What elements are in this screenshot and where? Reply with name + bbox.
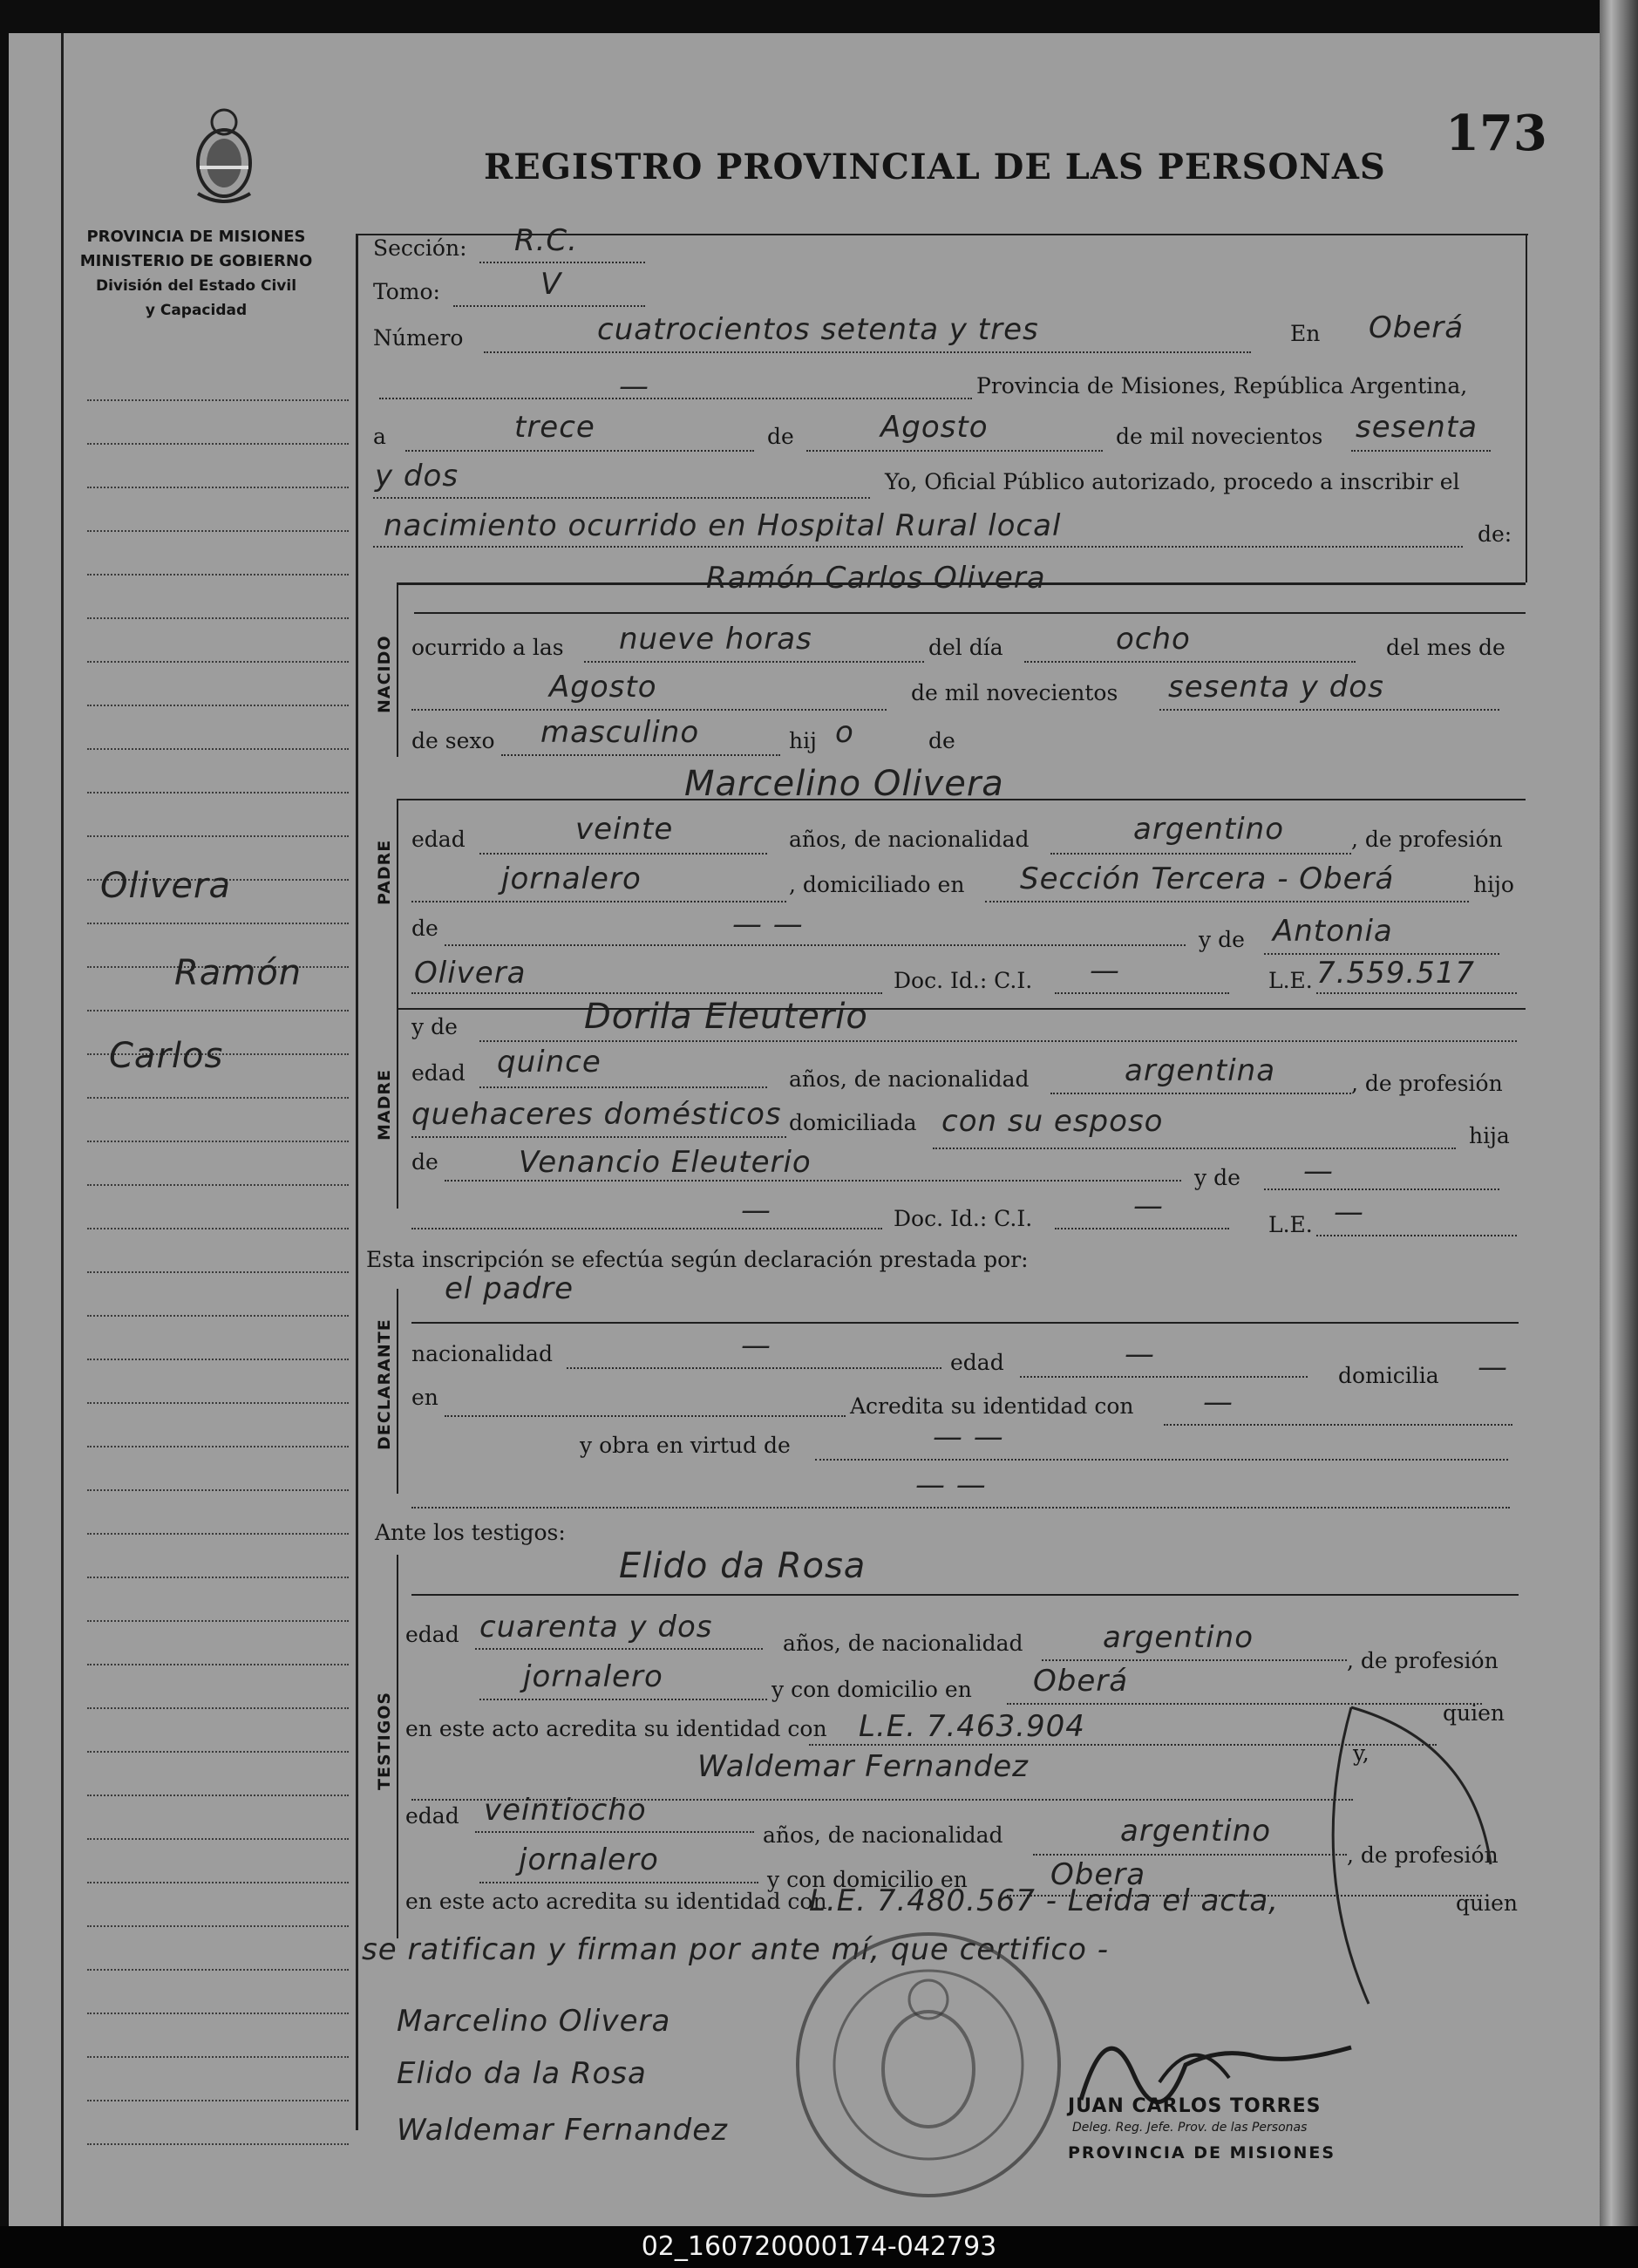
official-province: PROVINCIA DE MISIONES [1068,2143,1336,2162]
t1-prof-value: jornalero [523,1659,663,1694]
madre-ci-value: — [1133,1188,1164,1223]
padre-y-de-value: Antonia [1273,914,1393,949]
declaracion-label: Esta inscripción se efectúa según declaración prestada por: [366,1247,1029,1272]
margin-surname: Olivera [100,866,231,906]
t1-edad-line [475,1648,763,1650]
madre-dom-line [933,1148,1456,1149]
t1-doc-value: L.E. 7.463.904 [859,1709,1085,1744]
padre-le-value: 7.559.517 [1316,956,1476,991]
t2-acredita-label: en este acto acredita su identidad con [405,1889,827,1914]
nacido-side-rule [397,582,398,757]
padre-doc-label: Doc. Id.: C.I. [894,968,1033,993]
madre-nac-line [1050,1093,1351,1094]
register-page [9,33,1600,2226]
anio-nac-line [1159,709,1499,711]
t1-nombre-rule [411,1594,1519,1596]
line-blank [379,398,972,399]
sexo-line [501,754,780,756]
t2-edad-line [475,1831,754,1833]
page-number: 173 [1445,105,1547,162]
madre-prof-value: quehaceres domésticos [411,1097,782,1132]
provincia-line: Provincia de Misiones, República Argentina, [976,373,1468,398]
blank-dash: — [619,369,649,404]
t2-nac-value: argentino [1120,1814,1271,1849]
sexo-value: masculino [540,715,700,750]
province-heading: PROVINCIA DE MISIONES [86,228,306,246]
t1-nac-label: años, de nacionalidad [783,1631,1023,1656]
margin-first-name: Ramón [174,953,302,993]
margin-middle-name: Carlos [109,1036,224,1076]
padre-ci-value: — [1090,953,1120,988]
seccion-line [479,262,645,263]
padre-de-line [445,944,1186,946]
padre-dom-value: Sección Tercera - Oberá [1020,862,1395,896]
declarante-side-rule [397,1289,398,1494]
madre-y-de-label: y de [411,1014,458,1039]
de-2-label: de [928,728,955,753]
signature-3: Waldemar Fernandez [397,2113,729,2148]
t1-acredita-label: en este acto acredita su identidad con [405,1716,827,1741]
madre-prof-line [411,1136,786,1138]
decl-acredita-line [1164,1424,1512,1426]
padre-y-de-line [1264,953,1499,955]
del-dia-label: del día [928,635,1003,660]
decl-edad-value: — [1125,1337,1155,1372]
padre-side-label: PADRE [375,839,394,905]
de-mil-label: de mil novecientos [1116,424,1323,449]
coat-of-arms-icon [187,98,262,211]
tomo-label: Tomo: [373,279,440,304]
yo-oficial: Yo, Oficial Público autorizado, procedo a inscribir el [885,469,1460,494]
padre-edad-value: veinte [575,812,674,847]
seccion-label: Sección: [373,235,467,261]
a-label: a [373,424,386,449]
madre-ci-line [1055,1228,1229,1229]
division-heading-2: y Capacidad [145,302,248,319]
padre-de-label: de [411,916,438,941]
t1-dom-value: Oberá [1033,1664,1129,1699]
t1-quien-label: quien [1443,1700,1505,1726]
padre-y-de-label: y de [1199,927,1245,952]
dia-nac-value: ocho [1116,622,1191,657]
padre-nac-value: argentino [1133,812,1284,847]
madre-le-line [1316,1235,1517,1236]
padre-prof-value: jornalero [501,862,642,896]
decl-en-label: en [411,1385,438,1410]
t2-edad-value: veintiocho [484,1793,647,1828]
t2-prof-label: , de profesión [1347,1842,1499,1868]
decl-extra-line [411,1507,1510,1509]
madre-de-line [445,1180,1181,1182]
ink-flourish-icon [1299,1690,1526,2021]
numero-value: cuatrocientos setenta y tres [597,312,1039,347]
t2-dom-label: y con domicilio en [767,1867,968,1892]
nombre-value: Ramón Carlos Olivera [706,561,1046,596]
anio2-line [373,497,870,499]
padre-apellido-value: Olivera [414,956,527,991]
anio-line [1351,450,1491,452]
testigos-side-rule [397,1555,398,1938]
decl-nac-line [567,1367,941,1369]
nombre-rule [414,612,1526,614]
t1-edad-value: cuarenta y dos [479,1610,713,1645]
decl-dom-label: domicilia [1338,1363,1439,1388]
tomo-line [453,305,645,307]
official-seal-icon [785,1925,1072,2204]
decl-acredita-label: Acredita su identidad con [850,1393,1134,1419]
t2-prof-line [479,1882,758,1883]
left-header [61,225,331,323]
padre-le-line [1316,992,1517,994]
madre-nombre-value: Dorila Eleuterio [584,997,868,1037]
ocurrido-label: ocurrido a las [411,635,564,660]
numero-line [484,351,1251,353]
mes-value: Agosto [880,410,989,445]
declarante-side-label: DECLARANTE [375,1318,394,1450]
padre-edad-line [479,853,767,855]
declarante-rule [411,1322,1519,1324]
decl-extra-value: — — [915,1468,987,1502]
t2-quien-label: quien [1456,1890,1518,1916]
madre-le-label: L.E. [1268,1212,1313,1237]
form-right-border [1526,234,1527,582]
anio-nac-value: sesenta y dos [1168,670,1384,705]
t2-doc-value: L.E. 7.480.567 - Leida el acta, [809,1883,1279,1918]
madre-y-de-value: — [1303,1154,1334,1188]
horas-value: nueve horas [619,622,812,657]
padre-le-label: L.E. [1268,968,1313,993]
anio-value-1: sesenta [1356,410,1478,445]
madre-dom-label: domiciliada [789,1110,917,1135]
margin-left-rule [61,33,64,2226]
t1-nac-line [1042,1659,1347,1661]
de-mil-2-label: de mil novecientos [911,680,1118,705]
dia-line [405,450,754,452]
madre-nombre-line [479,1040,1517,1042]
signature-1: Marcelino Olivera [397,2004,671,2039]
t2-dom-value: Obera [1050,1857,1146,1892]
madre-hija-label: hija [1469,1123,1510,1148]
official-role: Deleg. Reg. Jefe. Prov. de las Personas [1072,2121,1308,2135]
padre-hijo-label: hijo [1473,872,1514,897]
ministry-heading: MINISTERIO DE GOBIERNO [79,252,313,270]
madre-de-value: Venancio Eleuterio [519,1145,812,1180]
decl-nac-value: — [741,1328,771,1363]
madre-dom-value: con su esposo [941,1104,1164,1139]
t1-prof-line [479,1699,767,1700]
decl-edad-line [1020,1376,1308,1378]
declarante-value: el padre [445,1271,574,1306]
decl-obra-value: — — [933,1420,1004,1454]
madre-side-label: MADRE [375,1069,394,1141]
dia-value: trece [514,410,595,445]
de-colon-label: de: [1478,521,1512,547]
nacido-side-label: NACIDO [375,635,394,713]
t1-edad-label: edad [405,1622,459,1647]
madre-top-rule [397,1008,1526,1010]
padre-prof-label: , de profesión [1351,827,1503,852]
madre-nac-value: argentina [1125,1053,1276,1088]
t1-dom-label: y con domicilio en [771,1677,972,1702]
madre-nac-label: años, de nacionalidad [789,1066,1030,1092]
anio-value-2: y dos [375,459,459,494]
t2-edad-label: edad [405,1803,459,1829]
t2-prof-value: jornalero [519,1842,659,1877]
signature-2: Elido da la Rosa [397,2056,647,2091]
en-label: En [1290,321,1321,346]
mes-line [806,450,1103,452]
form-left-border [356,234,358,2130]
padre-apellido-line [411,992,882,994]
madre-doc-label: Doc. Id.: C.I. [894,1206,1033,1231]
numero-label: Número [373,325,464,351]
padre-nac-label: años, de nacionalidad [789,827,1030,852]
madre-le-value: — [1334,1195,1364,1229]
decl-en-line [445,1415,846,1417]
t2-y-label: y, [1353,1740,1370,1766]
footer-caption: 02_160720000174-042793 [0,2226,1638,2268]
madre-edad-line [479,1086,767,1088]
padre-prof-line [411,901,786,902]
madre-y-de-line [1264,1188,1499,1190]
madre-edad-value: quince [497,1045,602,1080]
padre-edad-label: edad [411,827,466,852]
tomo-value: V [540,267,562,302]
madre-edad-label: edad [411,1060,466,1086]
decl-dom-value: — [1478,1350,1508,1385]
dia-nac-line [1024,661,1356,663]
del-mes-label: del mes de [1386,635,1505,660]
decl-obra-line [815,1459,1508,1461]
madre-blank-line [411,1228,882,1229]
hij-label: hij [789,728,817,753]
decl-obra-label: y obra en virtud de [580,1433,791,1458]
testigos-label: Ante los testigos: [375,1520,566,1545]
t1-nombre-value: Elido da Rosa [619,1546,867,1586]
decl-edad-label: edad [950,1350,1004,1375]
en-value: Oberá [1369,310,1465,345]
padre-nac-line [1050,853,1351,855]
padre-ci-line [1055,992,1229,994]
decl-acredita-value: — [1203,1385,1234,1420]
padre-nombre-value: Marcelino Olivera [684,764,1004,804]
t1-nac-value: argentino [1103,1620,1254,1655]
page-title: REGISTRO PROVINCIAL DE LAS PERSONAS [484,146,1386,187]
madre-de-label: de [411,1149,438,1175]
madre-side-rule [397,1008,398,1209]
ratifican-text: se ratifican y firman por ante mí, que certifico - [362,1932,1109,1967]
hij-suffix: o [835,715,854,750]
nacimiento-value: nacimiento ocurrido en Hospital Rural local [384,508,1062,543]
official-name: JUAN CARLOS TORRES [1068,2095,1322,2117]
madre-blank-dash: — [741,1193,771,1228]
madre-prof-label: , de profesión [1351,1071,1503,1096]
padre-dom-label: , domiciliado en [789,872,965,897]
de-label: de [767,424,794,449]
horas-line [584,661,924,663]
nacimiento-line [373,546,1463,548]
mes-nac-line [411,709,887,711]
t1-prof-label: , de profesión [1347,1648,1499,1673]
seccion-value: R.C. [514,223,578,258]
t2-nombre-value: Waldemar Fernandez [697,1749,1030,1784]
padre-dom-line [985,901,1469,902]
madre-y-de-2-label: y de [1194,1165,1240,1190]
padre-de-value: — — [732,907,804,942]
division-heading: División del Estado Civil [95,277,297,295]
testigos-side-label: TESTIGOS [375,1691,394,1790]
t2-nac-label: años, de nacionalidad [763,1822,1003,1848]
padre-side-rule [397,799,398,1008]
decl-nac-label: nacionalidad [411,1341,553,1366]
de-sexo-label: de sexo [411,728,495,753]
book-spine [1600,0,1638,2232]
mes-nac-value: Agosto [549,670,657,705]
